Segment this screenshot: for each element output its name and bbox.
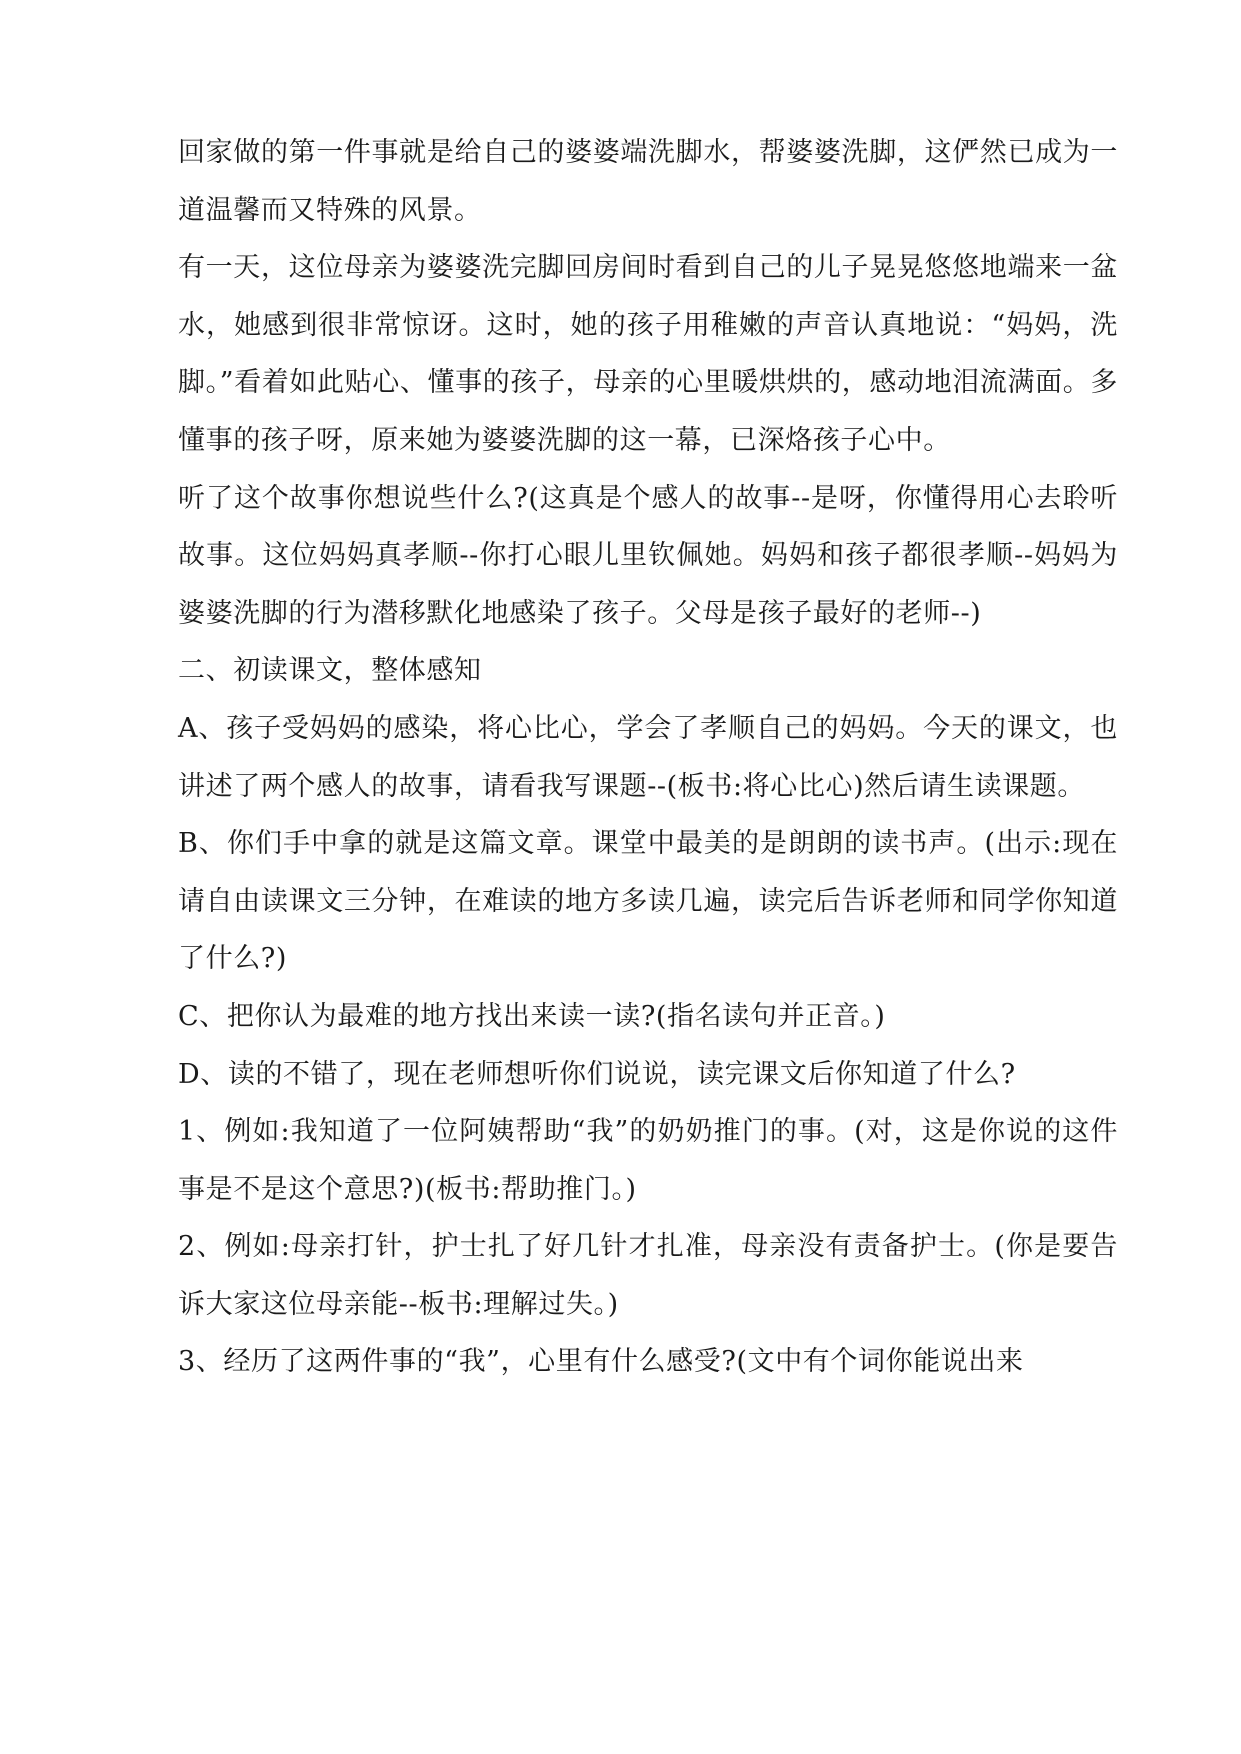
paragraph-item-c: C、把你认为最难的地方找出来读一读?(指名读句并正音。): [178, 1000, 886, 1032]
paragraph-item-a: A、孩子受妈妈的感染，将心比心，学会了孝顺自己的妈妈。今天的课文，也讲述了两个感人的故事，请看我写课题--(板书:将心比心)然后请生读课题。: [178, 712, 1118, 802]
paragraph-item-b: B、你们手中拿的就是这篇文章。课堂中最美的是朗朗的读书声。(出示:现在请自由读课文三分钟，在难读的地方多读几遍，读完后告诉老师和同学你知道了什么?): [178, 828, 1118, 975]
document-body: [178, 124, 1118, 1391]
paragraph-discussion: 听了这个故事你想说些什么?(这真是个感人的故事--是呀，你懂得用心去聆听故事。这位妈妈真孝顺--你打心眼儿里钦佩她。妈妈和孩子都很孝顺--妈妈为婆婆洗脚的行为潜移默化地感染了孩子。父母是孩子最好的老师--): [178, 482, 1118, 629]
paragraph-story-one-day: 有一天，这位母亲为婆婆洗完脚回房间时看到自己的儿子晃晃悠悠地端来一盆水，她感到很非常惊讶。这时，她的孩子用稚嫩的声音认真地说：“妈妈，洗脚。”看着如此贴心、懂事的孩子，母亲的心里暖烘烘的，感动地泪流满面。多懂事的孩子呀，原来她为婆婆洗脚的这一幕，已深烙孩子心中。: [178, 252, 1118, 456]
paragraph-example-1: 1、例如:我知道了一位阿姨帮助“我”的奶奶推门的事。(对，这是你说的这件事是不是这个意思?)(板书:帮助推门。): [178, 1116, 1118, 1205]
paragraph-story-end: 回家做的第一件事就是给自己的婆婆端洗脚水，帮婆婆洗脚，这俨然已成为一道温馨而又特殊的风景。: [178, 137, 1118, 226]
paragraph-example-3: 3、经历了这两件事的“我”，心里有什么感受?(文中有个词你能说出来: [178, 1346, 1024, 1378]
section-heading: 二、初读课文，整体感知: [178, 655, 482, 687]
paragraph-example-2: 2、例如:母亲打针，护士扎了好几针才扎准，母亲没有责备护士。(你是要告诉大家这位母亲能--板书:理解过失。): [178, 1231, 1118, 1320]
paragraph-item-d: D、读的不错了，现在老师想听你们说说，读完课文后你知道了什么?: [178, 1058, 1016, 1090]
